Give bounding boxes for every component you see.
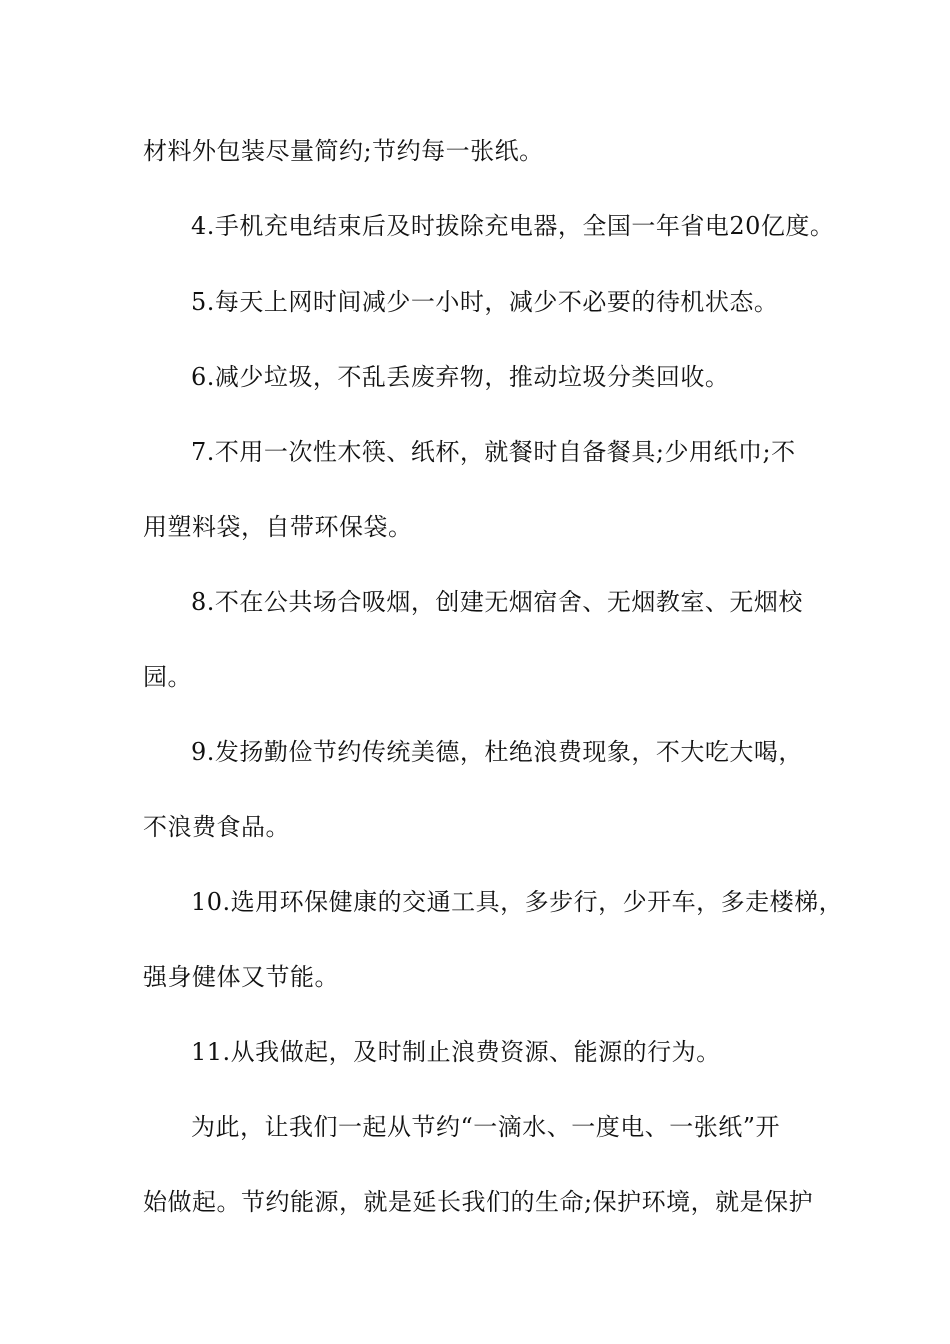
list-item-5: 5.每天上网时间减少一小时，减少不必要的待机状态。 <box>191 288 779 316</box>
text-line-continuation: 材料外包装尽量简约;节约每一张纸。 <box>143 137 544 165</box>
list-item-8: 8.不在公共场合吸烟，创建无烟宿舍、无烟教室、无烟校 <box>191 588 803 616</box>
list-item-9: 9.发扬勤俭节约传统美德，杜绝浪费现象，不大吃大喝， <box>191 738 803 766</box>
list-item-6: 6.减少垃圾，不乱丢废弃物，推动垃圾分类回收。 <box>191 363 730 391</box>
list-item-10-continuation: 强身健体又节能。 <box>143 963 339 991</box>
list-item-4: 4.手机充电结束后及时拔除充电器，全国一年省电20亿度。 <box>191 212 835 240</box>
list-item-8-continuation: 园。 <box>143 663 192 691</box>
closing-paragraph-line-1: 为此，让我们一起从节约“一滴水、一度电、一张纸”开 <box>191 1113 781 1141</box>
list-item-7: 7.不用一次性木筷、纸杯，就餐时自备餐具;少用纸巾;不 <box>191 438 796 466</box>
list-item-10: 10.选用环保健康的交通工具，多步行，少开车，多走楼梯， <box>191 888 844 916</box>
list-item-11: 11.从我做起，及时制止浪费资源、能源的行为。 <box>191 1038 721 1066</box>
list-item-9-continuation: 不浪费食品。 <box>143 813 290 841</box>
list-item-7-continuation: 用塑料袋，自带环保袋。 <box>143 513 413 541</box>
closing-paragraph-line-2: 始做起。节约能源，就是延长我们的生命;保护环境，就是保护 <box>143 1188 814 1216</box>
